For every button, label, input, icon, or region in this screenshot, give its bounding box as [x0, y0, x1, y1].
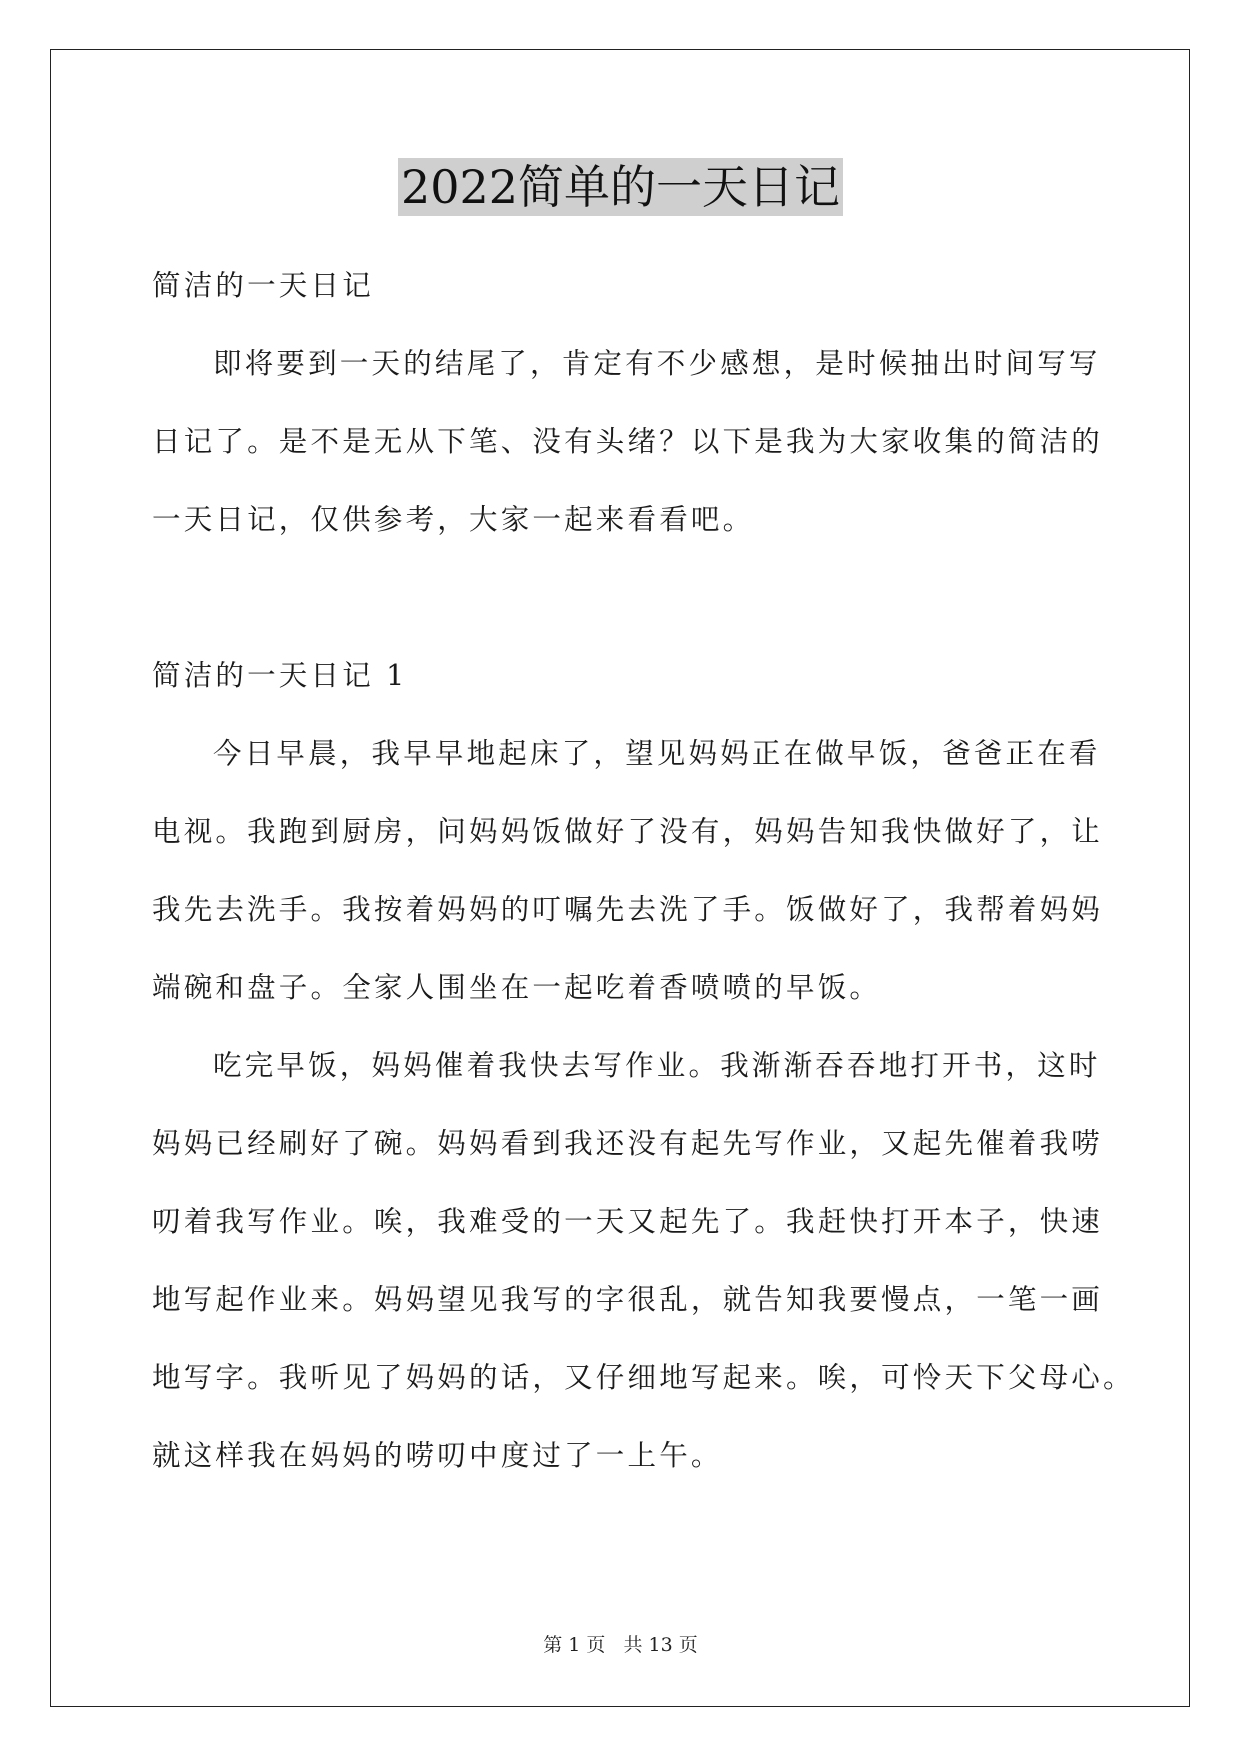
document-title: 2022简单的一天日记 [398, 158, 843, 216]
page-number: 第 1 页 [543, 1634, 606, 1656]
title-container [0, 158, 1241, 216]
page-footer [0, 1630, 1241, 1657]
paragraph-line: 一天日记，仅供参考，大家一起来看看吧。 [152, 503, 755, 536]
page-total: 共 13 页 [623, 1634, 698, 1656]
paragraph-line: 即将要到一天的结尾了，肯定有不少感想，是时候抽出时间写写 [213, 347, 1101, 380]
paragraph-line: 地写字。我听见了妈妈的话，又仔细地写起来。唉，可怜天下父母心。 [152, 1361, 1135, 1394]
paragraph-line: 吃完早饭，妈妈催着我快去写作业。我渐渐吞吞地打开书，这时 [213, 1049, 1101, 1082]
paragraph-line: 端碗和盘子。全家人围坐在一起吃着香喷喷的早饭。 [152, 971, 882, 1004]
paragraph-line: 妈妈已经刷好了碗。妈妈看到我还没有起先写作业，又起先催着我唠 [152, 1127, 1104, 1160]
paragraph-line: 我先去洗手。我按着妈妈的叮嘱先去洗了手。饭做好了，我帮着妈妈 [152, 893, 1104, 926]
section-heading: 简洁的一天日记 1 [152, 659, 408, 692]
section-heading: 简洁的一天日记 [152, 269, 374, 302]
paragraph-line: 今日早晨，我早早地起床了，望见妈妈正在做早饭，爸爸正在看 [213, 737, 1101, 770]
paragraph-line: 地写起作业来。妈妈望见我写的字很乱，就告知我要慢点，一笔一画 [152, 1283, 1104, 1316]
paragraph-line: 电视。我跑到厨房，问妈妈饭做好了没有，妈妈告知我快做好了，让 [152, 815, 1104, 848]
paragraph-line: 日记了。是不是无从下笔、没有头绪？以下是我为大家收集的简洁的 [152, 425, 1104, 458]
paragraph-line: 叨着我写作业。唉，我难受的一天又起先了。我赶快打开本子，快速 [152, 1205, 1104, 1238]
paragraph-line: 就这样我在妈妈的唠叨中度过了一上午。 [152, 1439, 723, 1472]
